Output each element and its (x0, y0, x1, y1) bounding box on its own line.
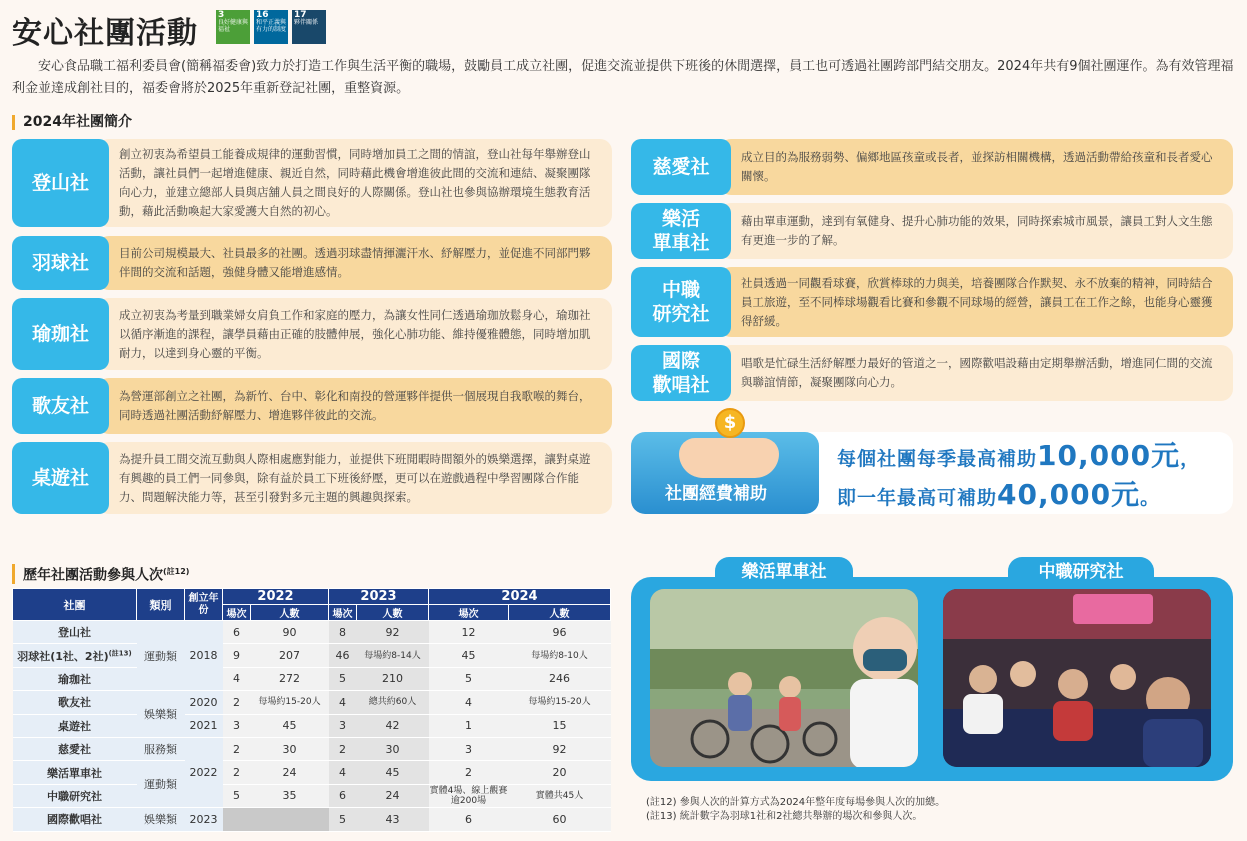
row-founded: 2021 (185, 714, 223, 737)
club-card-baseball (631, 267, 1233, 337)
subsidy-line1-post: ， (1180, 448, 1201, 470)
cell: 每場約8-14人 (357, 644, 429, 667)
cell: 35 (251, 784, 329, 807)
header-people: 人數 (509, 605, 611, 621)
subsidy-line2-amount: 40,000元 (997, 478, 1141, 511)
header-people: 人數 (251, 605, 329, 621)
cell: 30 (357, 737, 429, 760)
subsidy-label: 社團經費補助 (665, 484, 767, 504)
table-heading-note: (註12) (163, 567, 190, 576)
cell: 90 (251, 621, 329, 644)
cell: 20 (509, 761, 611, 784)
cell: 210 (357, 667, 429, 690)
club-desc: 成立初衷為考量到職業婦女肩負工作和家庭的壓力，為讓女性同仁透過瑜珈放鬆身心，瑜珈社以循序漸進的課程，讓學員藉由正確的肢體伸展，強化心肺功能、維持優雅體態，同時增加肌耐力，以達到身心靈的平衡。 (97, 298, 612, 370)
club-desc: 唱歌是忙碌生活紓解壓力最好的管道之一，國際歡唱設藉由定期舉辦活動，增進同仁間的交流與聯誼情節，凝聚團隊向心力。 (719, 345, 1233, 401)
row-club: 歌友社 (13, 691, 137, 714)
cell: 6 (223, 621, 251, 644)
sdg-label: 和平正義與有力的制度 (256, 19, 287, 33)
club-name: 羽球社 (12, 236, 109, 290)
club-name: 歌友社 (12, 378, 109, 434)
hand-icon (679, 438, 779, 478)
cell: 5 (329, 808, 357, 831)
header-founded: 創立年份 (185, 589, 223, 621)
row-club: 慈愛社 (13, 737, 137, 760)
row-category: 娛樂類 (137, 808, 185, 831)
cell: 15 (509, 714, 611, 737)
table-row (13, 667, 611, 690)
cycling-photo-image (650, 589, 918, 767)
row-club-text: 羽球社(1社、2社) (17, 649, 109, 663)
intro-paragraph: 安心食品職工福利委員會(簡稱福委會)致力於打造工作與生活平衡的職場，鼓勵員工成立社團，促進交流並提供下班後的休閒選擇，員工也可透過社團跨部門結交朋友。2024年共有9個社團運作。為有效管理福利金並達成創社目的，福委會將於2025年重新登記社團，重整資源。 (12, 59, 1234, 96)
cell: 246 (509, 667, 611, 690)
cell: 45 (251, 714, 329, 737)
header-category: 類別 (137, 589, 185, 621)
sdg-number: 16 (256, 10, 269, 20)
cell-empty (223, 808, 329, 831)
row-club: 中職研究社 (13, 784, 137, 807)
cell: 24 (251, 761, 329, 784)
cell: 45 (429, 644, 509, 667)
footnotes (646, 796, 945, 824)
sdg-number: 3 (218, 10, 225, 20)
club-card-singing (12, 378, 612, 434)
club-card-boardgame (12, 442, 612, 514)
row-category: 服務類 (137, 737, 185, 760)
club-desc: 創立初衷為希望員工能養成規律的運動習慣，同時增加員工之間的情誼，登山社每年舉辦登山活動，讓社員們一起增進健康、親近自然，同時藉此機會增進彼此間的交流和連結、凝聚團隊向心力，並建立總部人員與店舖人員之間良好的人際關係。登山社也參與協辦環境生態教育活動，藉此活動喚起大家愛護大自然的初心。 (97, 139, 612, 227)
club-desc: 為營運部創立之社團，為新竹、台中、彰化和南投的營運夥伴提供一個展現自我歌喉的舞台，同時透過社團活動紓解壓力、增進夥伴彼此的交流。 (97, 378, 612, 434)
subsidy-badge (631, 412, 819, 514)
sdg16-badge-icon (254, 10, 288, 44)
table-row (13, 714, 611, 737)
header-year-2024: 2024 (429, 589, 611, 605)
club-name: 中職 研究社 (631, 267, 731, 337)
cell: 2 (329, 737, 357, 760)
club-name: 慈愛社 (631, 139, 731, 195)
club-name: 瑜珈社 (12, 298, 109, 370)
subsidy-line1-pre: 每個社團每季最高補助 (837, 448, 1038, 470)
club-card-cycling (631, 203, 1233, 259)
cell: 4 (223, 667, 251, 690)
cell: 4 (329, 691, 357, 714)
cell: 9 (223, 644, 251, 667)
page-title: 安心社團活動 (12, 16, 198, 51)
header-sessions: 場次 (329, 605, 357, 621)
cell: 43 (357, 808, 429, 831)
subsidy-line2-pre: 即一年最高可補助 (837, 487, 998, 509)
cell: 45 (357, 761, 429, 784)
cell: 1 (429, 714, 509, 737)
cell: 5 (223, 784, 251, 807)
coin-icon: $ (715, 408, 745, 438)
header-year-2022: 2022 (223, 589, 329, 605)
header-people: 人數 (357, 605, 429, 621)
subsidy-box (631, 412, 1233, 514)
photo-tab-cycling: 樂活單車社 (715, 557, 853, 587)
club-card-karaoke (631, 345, 1233, 401)
cell: 207 (251, 644, 329, 667)
sdg-label: 夥伴關係 (294, 19, 319, 26)
cell: 12 (429, 621, 509, 644)
cell: 每場約15-20人 (251, 691, 329, 714)
cell: 總共約60人 (357, 691, 429, 714)
cell: 每場約8-10人 (509, 644, 611, 667)
club-desc: 成立目的為服務弱勢、偏鄉地區孩童或長者，並探訪相關機構，透過活動帶給孩童和長者愛心關懷。 (719, 139, 1233, 195)
row-club: 桌遊社 (13, 714, 137, 737)
row-founded: 2022 (185, 737, 223, 807)
subsidy-line2-post: 。 (1140, 487, 1161, 509)
sdg17-badge-icon (292, 10, 326, 44)
cell: 2 (223, 761, 251, 784)
cycling-photo (650, 589, 918, 767)
club-name: 桌遊社 (12, 442, 109, 514)
row-category: 運動類 (137, 761, 185, 808)
row-founded: 2020 (185, 691, 223, 714)
cell: 42 (357, 714, 429, 737)
cell: 6 (429, 808, 509, 831)
cell: 272 (251, 667, 329, 690)
cell: 3 (223, 714, 251, 737)
table-heading-text: 歷年社團活動參與人次 (23, 567, 163, 584)
footnote-13: (註13) 統計數字為羽球1社和2社總共舉辦的場次和參與人次。 (646, 811, 923, 822)
cell: 6 (329, 784, 357, 807)
club-card-charity (631, 139, 1233, 195)
cell: 92 (509, 737, 611, 760)
sdg-number: 17 (294, 10, 307, 20)
club-desc: 為提升員工間交流互動與人際相處應對能力，並提供下班閒暇時間額外的娛樂選擇，讓對桌遊有興趣的員工們一同參與，除有益於員工下班後紓壓，更可以在遊戲過程中學習團隊合作能力、問題解決能力等，甚至引發對多元主題的興趣與探索。 (97, 442, 612, 514)
row-club: 瑜珈社 (13, 667, 137, 690)
row-club-note: (註13) (108, 648, 132, 657)
club-name: 登山社 (12, 139, 109, 227)
cell: 實體共45人 (509, 784, 611, 807)
baseball-photo (943, 589, 1211, 767)
club-name: 國際 歡唱社 (631, 345, 731, 401)
club-desc: 社員透過一同觀看球賽，欣賞棒球的力與美，培養團隊合作默契、永不放棄的精神，同時結合員工旅遊，至不同棒球場觀看比賽和參觀不同球場的經營，讓員工在工作之餘，也能身心靈獲得舒緩。 (719, 267, 1233, 337)
table-row (13, 644, 611, 667)
cell: 2 (223, 737, 251, 760)
photo-panel (631, 562, 1233, 781)
cell: 24 (357, 784, 429, 807)
club-card-hiking (12, 139, 612, 227)
row-club: 登山社 (13, 621, 137, 644)
table-row (13, 691, 611, 714)
footnote-12: (註12) 參與人次的計算方式為2024年整年度每場參與人次的加總。 (646, 797, 946, 808)
club-card-badminton (12, 236, 612, 290)
header-sessions: 場次 (429, 605, 509, 621)
row-category: 運動類 (137, 621, 185, 691)
cell: 3 (429, 737, 509, 760)
cell: 實體4場、線上觀賽逾200場 (429, 785, 508, 806)
row-club: 樂活單車社 (13, 761, 137, 784)
club-name: 樂活 單車社 (631, 203, 731, 259)
header-club: 社團 (13, 589, 137, 621)
cell: 46 (329, 644, 357, 667)
table-row (13, 621, 611, 644)
subsidy-line1-amount: 10,000元 (1037, 439, 1181, 472)
cell: 2 (429, 761, 509, 784)
cell: 5 (329, 667, 357, 690)
table-row (13, 761, 611, 784)
sdg3-badge-icon (216, 10, 250, 44)
row-founded: 2018 (185, 621, 223, 691)
sdg-label: 良好健康與福祉 (218, 19, 249, 33)
cell: 96 (509, 621, 611, 644)
cell: 30 (251, 737, 329, 760)
row-club (13, 644, 137, 667)
table-row (13, 737, 611, 760)
cell: 每場約15-20人 (509, 691, 611, 714)
cell: 4 (329, 761, 357, 784)
row-founded: 2023 (185, 808, 223, 831)
row-club: 國際歡唱社 (13, 808, 137, 831)
cell: 2 (223, 691, 251, 714)
club-desc: 藉由單車運動，達到有氧健身、提升心肺功能的效果，同時探索城市風景，讓員工對人文生態有更進一步的了解。 (719, 203, 1233, 259)
photo-tab-baseball: 中職研究社 (1008, 557, 1154, 587)
header-year-2023: 2023 (329, 589, 429, 605)
cell: 5 (429, 667, 509, 690)
cell: 4 (429, 691, 509, 714)
table-row (13, 784, 611, 807)
club-card-yoga (12, 298, 612, 370)
row-category: 娛樂類 (137, 691, 185, 738)
cell: 60 (509, 808, 611, 831)
clubs-section-heading: 2024年社團簡介 (12, 115, 132, 130)
baseball-photo-image (943, 589, 1211, 767)
participation-table (12, 588, 611, 832)
subsidy-text (837, 438, 1200, 516)
cell: 3 (329, 714, 357, 737)
cell: 92 (357, 621, 429, 644)
club-desc: 目前公司規模最大、社員最多的社團。透過羽球盡情揮灑汗水、紓解壓力，並促進不同部門夥伴間的交流和話題，強健身體又能增進感情。 (97, 236, 612, 290)
cell: 8 (329, 621, 357, 644)
table-row (13, 808, 611, 831)
header-sessions: 場次 (223, 605, 251, 621)
table-section-heading (12, 564, 189, 584)
